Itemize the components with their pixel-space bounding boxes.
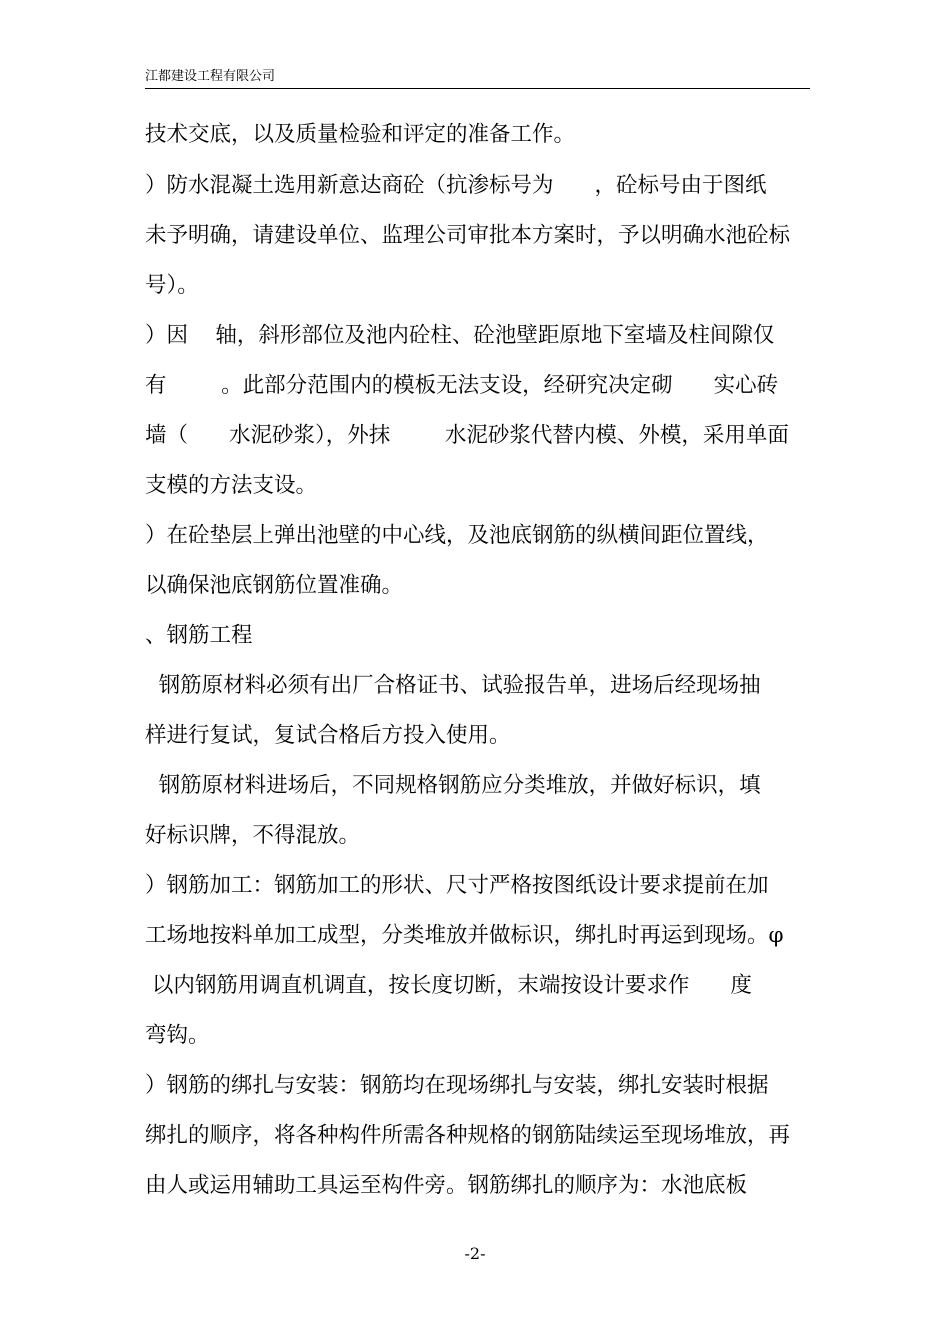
- body-line: ）在砼垫层上弹出池壁的中心线，及池底钢筋的纵横间距位置线，: [145, 523, 769, 548]
- body-line: 有 。此部分范围内的模板无法支设，经研究决定砌 实心砖: [145, 373, 779, 398]
- body-line: 以内钢筋用调直机调直，按长度切断，末端按设计要求作 度: [145, 973, 752, 998]
- body-line: 未予明确，请建设单位、监理公司审批本方案时，予以明确水池砼标: [145, 223, 791, 248]
- body-line: 钢筋原材料进场后，不同规格钢筋应分类堆放，并做好标识，填: [145, 773, 761, 798]
- body-line: 技术交底，以及质量检验和评定的准备工作。: [145, 122, 576, 147]
- body-line: 墙（ 水泥砂浆），外抹 水泥砂浆代替内模、外模，采用单面: [145, 423, 789, 448]
- body-line: 好标识牌，不得混放。: [145, 823, 361, 848]
- body-line: 支模的方法支设。: [145, 473, 318, 498]
- body-line: 样进行复试，复试合格后方投入使用。: [145, 723, 511, 748]
- body-line: ）钢筋的绑扎与安装：钢筋均在现场绑扎与安装，绑扎安装时根据: [145, 1073, 769, 1098]
- body-line: 号）。: [145, 273, 199, 298]
- body-line: ）防水混凝土选用新意达商砼（抗渗标号为 ，砼标号由于图纸: [145, 173, 767, 198]
- body-line: 绑扎的顺序，将各种构件所需各种规格的钢筋陆续运至现场堆放，再: [145, 1123, 791, 1148]
- body-line: ）钢筋加工：钢筋加工的形状、尺寸严格按图纸设计要求提前在加: [145, 873, 769, 898]
- body-line: ）因 轴，斜形部位及池内砼柱、砼池壁距原地下室墙及柱间隙仅: [145, 323, 775, 348]
- header-company-name: 江都建设工程有限公司: [145, 69, 276, 84]
- section-heading: 、钢筋工程: [145, 623, 253, 648]
- body-line: 弯钩。: [145, 1023, 210, 1048]
- body-line: 以确保池底钢筋位置准确。: [145, 573, 404, 598]
- body-line: 由人或运用辅助工具运至构件旁。钢筋绑扎的顺序为：水池底板: [145, 1173, 748, 1198]
- body-line: 工场地按料单加工成型，分类堆放并做标识，绑扎时再运到现场。φ: [145, 923, 784, 948]
- page-header: [145, 68, 810, 89]
- page-number: -2-: [464, 1244, 486, 1263]
- body-line: 钢筋原材料必须有出厂合格证书、试验报告单，进场后经现场抽: [145, 673, 761, 698]
